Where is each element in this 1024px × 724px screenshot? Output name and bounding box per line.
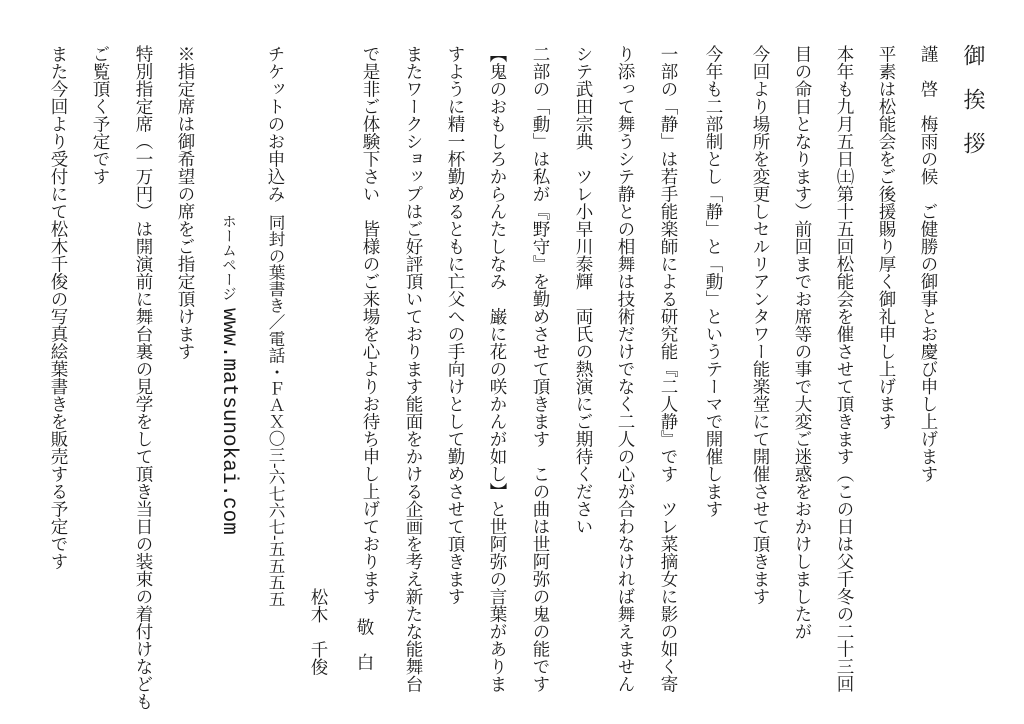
letter-title: 御 挨 拶 [960,44,985,154]
body-line-2: 平素は松能会をご後援賜り厚く御礼申し上げます [876,45,896,430]
body-line-9: シテ武田宗典 ツレ小早川泰輝 両氏の熱演にご期待ください [573,45,593,535]
ticket-contact-detail: 同封の葉書き／電話・ＦＡＸ〇三‐六七六七‐五五五五 [266,214,285,608]
note-postcards: また今回より受付にて松木千俊の写真絵葉書きを販売する予定です [48,45,68,570]
body-line-10: 二部の「動」は私が『野守』を勤めさせて頂きます この曲は世阿弥の鬼の能です [530,45,550,693]
note-special-seats: 特別指定席（一万円）は開演前に舞台裏の見学をして頂き当日の装束の着付けなども [133,45,153,710]
body-line-11: 【鬼のおもしろからんたしなみ 巌に花の咲かんが如し】と世阿弥の言葉がありま [487,45,507,693]
body-line-13: またワークショップはご好評頂いております能面をかける企画を考え新たな能舞台 [403,45,423,693]
body-line-1: 謹 啓 梅雨の候 ご健勝の御事とお慶び申し上げます [918,45,938,483]
body-line-12: すように精一杯勤めるともに亡父への手向けとして勤めさせて頂きます [445,45,465,605]
body-line-3: 本年も九月五日㈯第十五回松能会を催させて頂きます（この日は父千冬の二十三回 [834,45,854,693]
body-line-7: 一部の「静」は若手能楽師による研究能『二人静』です ツレ菜摘女に影の如く寄 [658,45,678,693]
body-line-5: 今回より場所を変更しセルリアンタワー能楽堂にて開催させて頂きます [750,45,770,605]
homepage-url: www.matsunokai.com [217,308,240,535]
body-line-14: で是非ご体験下さい 皆様のご来場を心よりお待ち申し上げております [360,45,380,605]
note-reserved-seats: ※指定席は御希望の席をご指定頂けます [175,45,195,360]
body-line-4: 目の命日となります）前回までお席等の事で大変ご迷惑をおかけしましたが [792,45,812,640]
ticket-label: チケットのお申込み [265,45,285,203]
body-line-8: り添って舞うシテ静との相舞は技術だけでなく二人の心が合わなければ舞えません [615,45,635,693]
note-special-seats-cont: ご覧頂く予定です [90,45,110,185]
body-line-6: 今年も二部制とし「静」と「動」というテーマで開催します [703,45,723,518]
homepage-label: ホームページ [220,214,236,301]
signature: 松木 千俊 [308,588,328,676]
closing-salutation: 敬 白 [354,618,374,671]
